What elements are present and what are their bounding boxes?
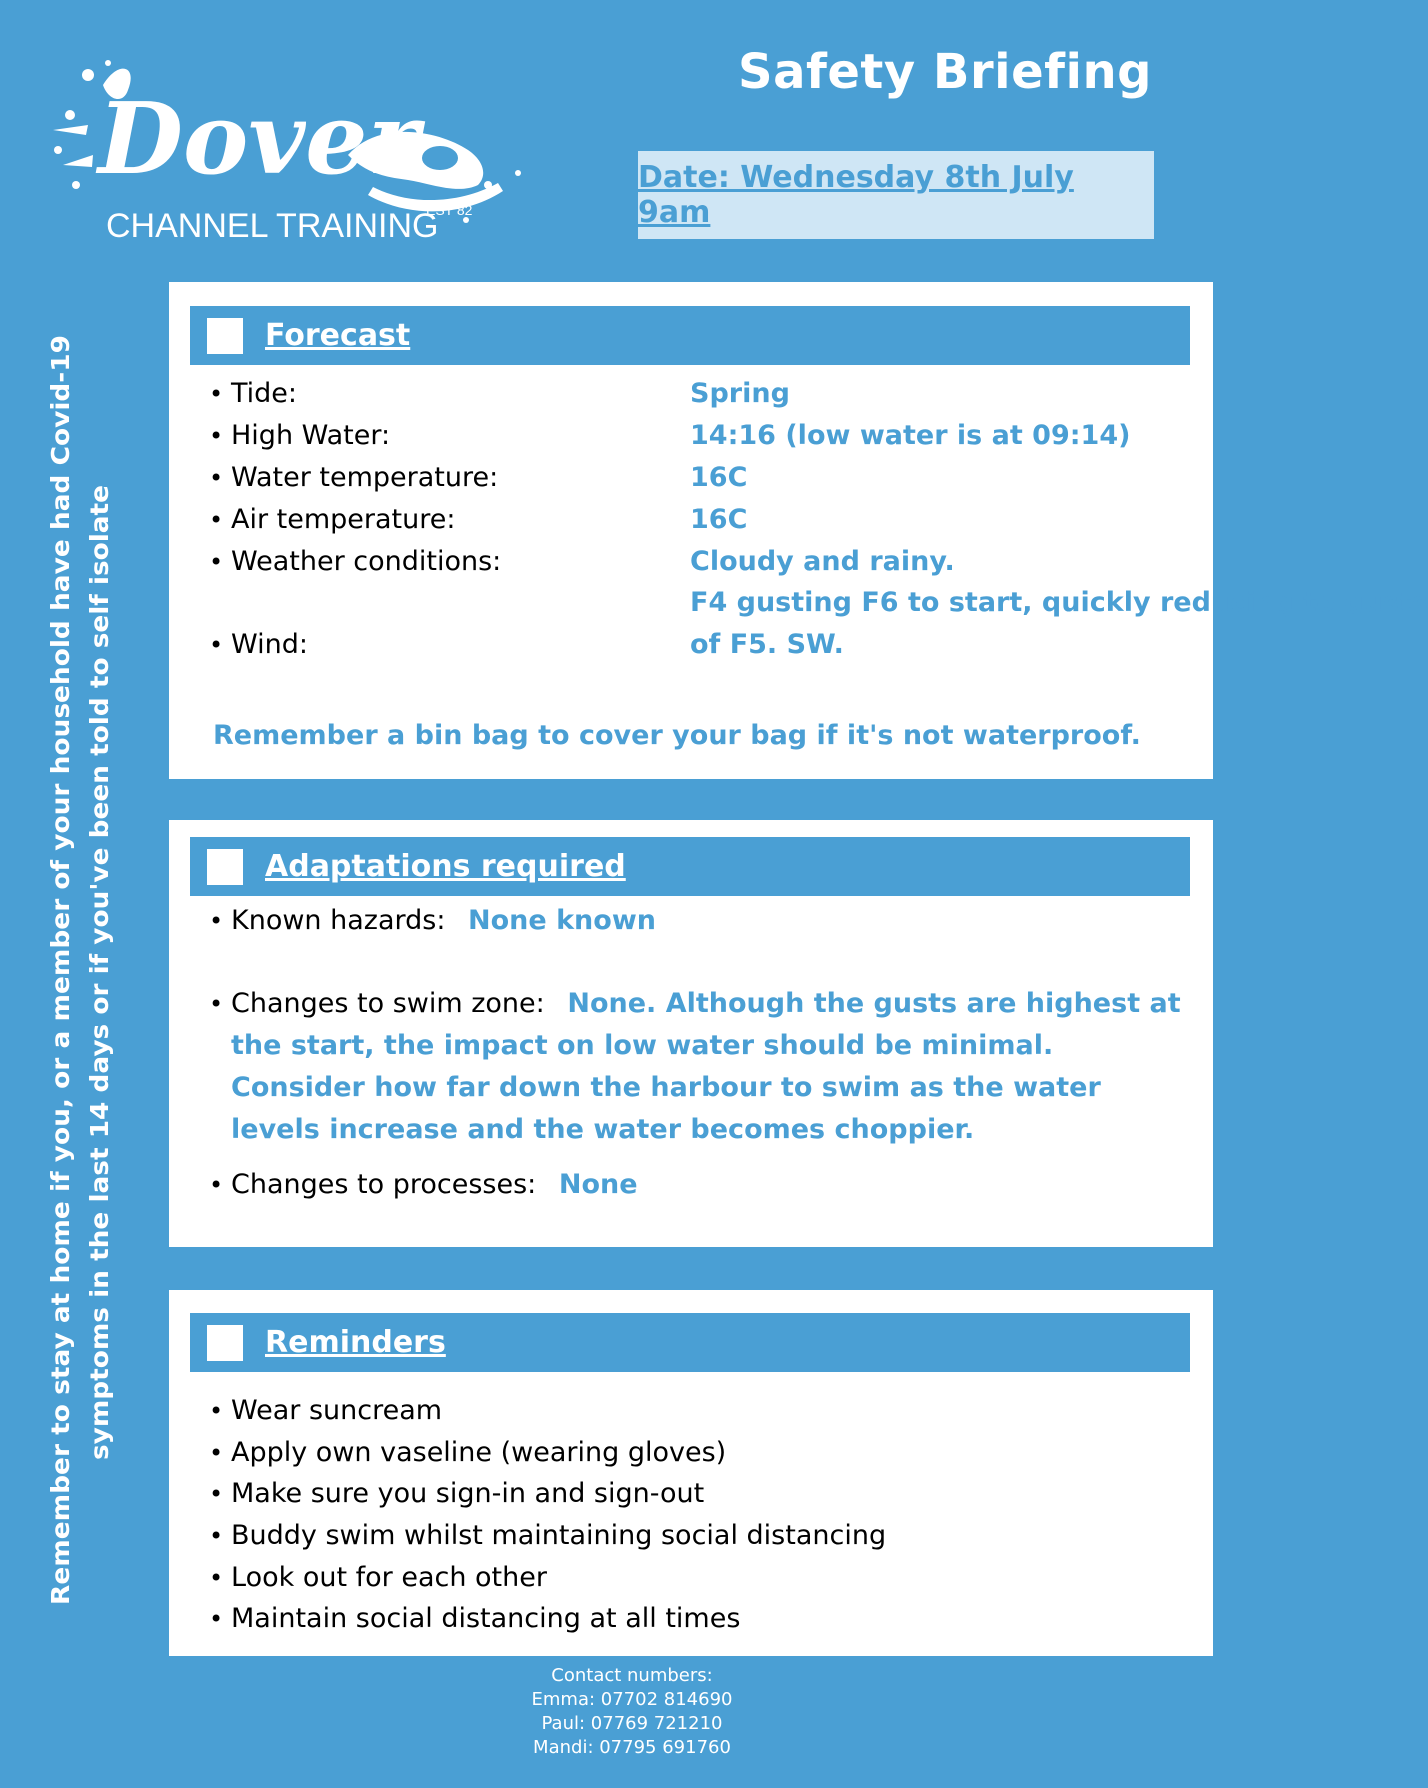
air-temp-value: 16C xyxy=(690,504,748,535)
tide-value: Spring xyxy=(690,378,790,409)
reminder-text: Wear suncream xyxy=(231,1395,443,1426)
contact-line: Mandi: 07795 691760 xyxy=(533,1737,731,1758)
swim-zone-value: None. Although the gusts are highest at the start, the impact on low water should be minimal. Consider how far down the harbour to swim as the water levels increase and the water becomes choppier. xyxy=(231,988,1181,1145)
reminder-text: Make sure you sign-in and sign-out xyxy=(231,1478,705,1509)
processes-label: Changes to processes: xyxy=(231,1169,537,1200)
forecast-row-tide: • Tide: xyxy=(209,378,298,409)
water-temp-value: 16C xyxy=(690,462,748,493)
reminders-header xyxy=(190,1313,1190,1372)
contacts-heading: Contact numbers: xyxy=(551,1665,713,1686)
reminder-text: Maintain social distancing at all times xyxy=(231,1603,741,1634)
water-temp-label: Water temperature: xyxy=(231,462,499,493)
reminder-item: • Wear suncream xyxy=(209,1395,443,1426)
forecast-row-water-temp: • Water temperature: xyxy=(209,462,499,493)
reminder-text: Apply own vaseline (wearing gloves) xyxy=(231,1437,727,1468)
air-temp-label: Air temperature: xyxy=(231,504,456,535)
adaptations-heading: Adaptations required xyxy=(265,849,626,884)
forecast-row-high-water: • High Water: xyxy=(209,420,391,451)
weather-value: Cloudy and rainy. xyxy=(690,546,955,577)
contact-numbers xyxy=(0,1664,1264,1760)
reminder-item: • Apply own vaseline (wearing gloves) xyxy=(209,1437,727,1468)
contact-line: Paul: 07769 721210 xyxy=(541,1713,723,1734)
swim-zone-row: • Changes to swim zone: None. Although the gusts are highest at the start, the impact on low water should be minimal. Consider how far down the harbour to swim as the water levels increase and the water becomes choppier. xyxy=(209,988,1181,1145)
known-hazards-row: • Known hazards: None known xyxy=(209,905,656,936)
wind-label: Wind: xyxy=(231,629,308,660)
adaptations-card xyxy=(169,820,1213,1247)
processes-value: None xyxy=(558,1169,638,1200)
page-title: Safety Briefing xyxy=(738,44,1152,100)
high-water-label: High Water: xyxy=(231,420,391,451)
forecast-row-air-temp: • Air temperature: xyxy=(209,504,456,535)
forecast-card xyxy=(169,282,1428,779)
contact-line: Emma: 07702 814690 xyxy=(531,1689,733,1710)
reminder-text: Look out for each other xyxy=(231,1562,547,1593)
adaptations-header xyxy=(190,837,1190,896)
forecast-row-weather: • Weather conditions: xyxy=(209,546,502,577)
reminder-item: • Make sure you sign-in and sign-out xyxy=(209,1478,705,1509)
swim-zone-label: Changes to swim zone: xyxy=(231,988,545,1019)
high-water-value: 14:16 (low water is at 09:14) xyxy=(690,420,1131,451)
forecast-heading: Forecast xyxy=(265,318,411,353)
logo-subtitle: CHANNEL TRAINING xyxy=(106,207,439,245)
reminder-item: • Buddy swim whilst maintaining social distancing xyxy=(209,1520,887,1551)
date-box xyxy=(638,151,1154,239)
reminders-checkbox xyxy=(207,1325,243,1361)
forecast-row-wind: • Wind: xyxy=(209,629,308,660)
adaptations-checkbox xyxy=(207,849,243,885)
dover-logo xyxy=(48,55,548,255)
side-note-line1: Remember to stay at home if you, or a member of your household have had Covid-19 xyxy=(46,402,75,1605)
weather-label: Weather conditions: xyxy=(231,546,502,577)
bin-bag-note: Remember a bin bag to cover your bag if it's not waterproof. xyxy=(213,720,1141,751)
processes-row: • Changes to processes: None xyxy=(209,1169,638,1200)
forecast-checkbox xyxy=(207,318,243,354)
wind-value-line2: of F5. SW. xyxy=(690,629,844,660)
logo-est: EST 82 xyxy=(426,202,473,218)
reminder-item: • Maintain social distancing at all times xyxy=(209,1603,741,1634)
covid-side-note xyxy=(24,330,144,1610)
side-note-line2: symptoms in the last 14 days or if you've been told to self isolate xyxy=(85,534,114,1460)
briefing-date: Date: Wednesday 8th July 9am xyxy=(638,160,1074,230)
tide-label: Tide: xyxy=(231,378,298,409)
wind-value-line1: F4 gusting F6 to start, quickly reducing to gusts xyxy=(690,587,1428,618)
reminder-text: Buddy swim whilst maintaining social distancing xyxy=(231,1520,887,1551)
reminder-item: • Look out for each other xyxy=(209,1562,547,1593)
known-hazards-label: Known hazards: xyxy=(231,905,446,936)
forecast-header xyxy=(190,306,1190,365)
logo-wordmark: Dover xyxy=(98,82,420,197)
known-hazards-value: None known xyxy=(468,905,656,936)
reminders-heading: Reminders xyxy=(265,1325,446,1360)
reminders-card xyxy=(169,1290,1213,1656)
